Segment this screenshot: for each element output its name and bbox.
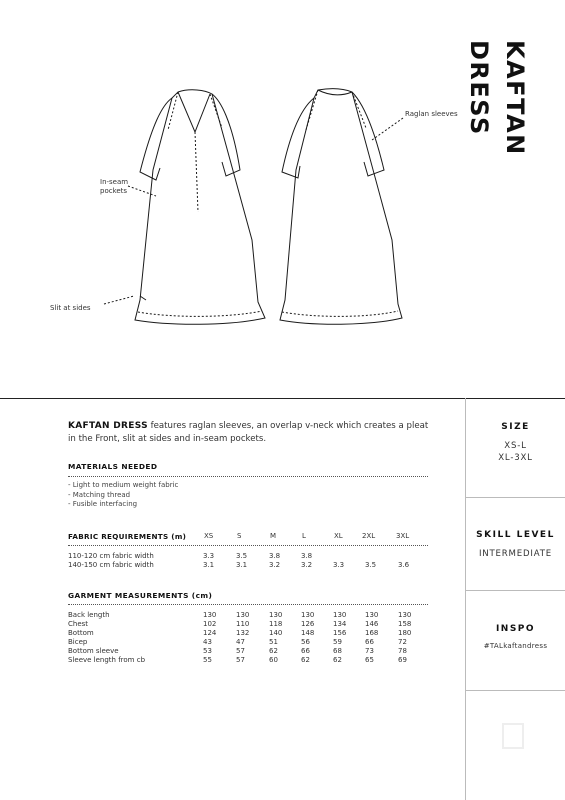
table-cell: 134 — [333, 620, 347, 628]
table-cell: 78 — [398, 647, 407, 655]
materials-item: - Matching thread — [68, 490, 131, 499]
table-cell: 68 — [333, 647, 342, 655]
table-cell: 3.5 — [236, 552, 248, 560]
table-cell: 62 — [333, 656, 342, 664]
table-cell: 57 — [236, 656, 245, 664]
table-cell: 65 — [365, 656, 374, 664]
table-cell: 3.3 — [333, 561, 345, 569]
sidebar-divider-3 — [466, 690, 565, 691]
skill-block — [466, 530, 565, 560]
fabric-divider — [68, 545, 428, 546]
table-cell — [398, 552, 428, 561]
table-cell: 140 — [269, 629, 283, 637]
row-label: Sleeve length from cb — [68, 656, 146, 664]
table-cell: 57 — [236, 647, 245, 655]
table-cell: 73 — [365, 647, 374, 655]
table-row — [68, 656, 428, 665]
materials-item: - Light to medium weight fabric — [68, 481, 179, 489]
table-cell — [365, 552, 398, 561]
size-header: 2XL — [362, 532, 376, 540]
intro-paragraph — [68, 420, 438, 446]
inspo-hashtag: #TALkaftandress — [483, 642, 548, 650]
table-cell: 55 — [203, 656, 212, 664]
table-cell: 130 — [365, 611, 379, 619]
table-cell: 47 — [236, 638, 245, 646]
table-cell: 146 — [365, 620, 379, 628]
table-cell: 3.3 — [203, 552, 215, 560]
table-cell: 59 — [333, 638, 342, 646]
size-header: L — [302, 532, 306, 540]
row-label: Bottom sleeve — [68, 647, 119, 655]
table-cell: 3.5 — [365, 561, 377, 569]
table-row — [68, 620, 428, 629]
table-cell: 3.8 — [269, 552, 281, 560]
table-cell: 118 — [269, 620, 283, 628]
sidebar-divider-2 — [466, 590, 565, 591]
table-cell: 3.8 — [301, 552, 313, 560]
materials-divider — [68, 476, 428, 477]
row-label: Bottom — [68, 629, 94, 637]
table-cell: 102 — [203, 620, 217, 628]
row-label: Back length — [68, 611, 110, 619]
row-label: Bicep — [68, 638, 88, 646]
table-cell: 130 — [203, 611, 217, 619]
materials-list — [68, 481, 178, 510]
table-cell: 168 — [365, 629, 379, 637]
inspo-title: INSPO — [495, 624, 536, 634]
table-cell: 130 — [269, 611, 283, 619]
skill-title: SKILL LEVEL — [476, 530, 555, 540]
table-cell: 130 — [301, 611, 315, 619]
size-header: XL — [334, 532, 343, 540]
table-cell: 132 — [236, 629, 250, 637]
materials-item: - Fusible interfacing — [68, 500, 138, 508]
materials-heading: MATERIALS NEEDED — [68, 462, 158, 471]
table-cell: 130 — [236, 611, 250, 619]
table-row — [68, 561, 428, 570]
size-header: S — [237, 532, 242, 540]
table-cell: 180 — [398, 629, 412, 637]
table-cell: 3.1 — [236, 561, 248, 569]
fabric-requirements-heading: FABRIC REQUIREMENTS (m) — [68, 532, 187, 541]
slit-leader-line — [104, 296, 134, 304]
table-cell: 3.1 — [203, 561, 215, 569]
front-view-dress — [135, 90, 265, 324]
technical-illustration — [0, 0, 565, 398]
table-cell: 156 — [333, 629, 347, 637]
table-row — [68, 638, 428, 647]
skill-value: INTERMEDIATE — [478, 549, 553, 559]
size-range-1: XS-L — [504, 441, 527, 451]
page-title: KAFTAN DRESS — [465, 40, 529, 156]
pockets-leader-line — [128, 186, 156, 196]
intro-text: features raglan sleeves, an overlap v-neck which creates a pleat in the Front, slit at sides and in-seam pockets. — [68, 421, 429, 444]
raglan-leader-line — [372, 118, 403, 140]
size-header: XS — [204, 532, 214, 540]
size-header: M — [270, 532, 277, 540]
table-cell: 53 — [203, 647, 212, 655]
pockets-callout-line2: pockets — [100, 187, 128, 195]
size-title: SIZE — [501, 422, 530, 432]
table-row — [68, 611, 428, 620]
table-row — [68, 647, 428, 656]
row-label: 110-120 cm fabric width — [68, 552, 154, 560]
table-cell: 51 — [269, 638, 278, 646]
fabric-requirements-table — [68, 552, 428, 570]
inspo-block — [466, 624, 565, 652]
table-cell: 43 — [203, 638, 212, 646]
row-label: Chest — [68, 620, 89, 628]
intro-product-name: KAFTAN DRESS — [68, 421, 148, 431]
size-header: 3XL — [396, 532, 410, 540]
table-cell: 130 — [398, 611, 412, 619]
table-cell: 3.2 — [301, 561, 313, 569]
table-cell: 124 — [203, 629, 217, 637]
table-cell: 3.6 — [398, 561, 410, 569]
table-cell: 110 — [236, 620, 250, 628]
table-cell: 66 — [365, 638, 374, 646]
table-cell: 69 — [398, 656, 407, 664]
table-cell — [333, 552, 365, 561]
table-cell: 66 — [301, 647, 310, 655]
table-cell: 3.2 — [269, 561, 281, 569]
table-cell: 62 — [301, 656, 310, 664]
brand-mark-icon — [495, 718, 531, 754]
garment-measurements-heading: GARMENT MEASUREMENTS (cm) — [68, 591, 213, 600]
section-divider — [0, 398, 565, 399]
garment-divider — [68, 604, 428, 605]
table-cell: 126 — [301, 620, 315, 628]
table-row — [68, 552, 428, 561]
table-cell: 62 — [269, 647, 278, 655]
table-cell: 158 — [398, 620, 412, 628]
sidebar-divider-1 — [466, 497, 565, 498]
table-cell: 130 — [333, 611, 347, 619]
table-cell: 56 — [301, 638, 310, 646]
table-cell: 148 — [301, 629, 315, 637]
back-view-dress — [280, 89, 402, 325]
table-cell: 60 — [269, 656, 278, 664]
size-range-2: XL-3XL — [498, 453, 533, 463]
row-label: 140-150 cm fabric width — [68, 561, 154, 569]
raglan-sleeves-callout: Raglan sleeves — [405, 110, 458, 118]
slit-callout: Slit at sides — [50, 304, 91, 312]
garment-measurements-table — [68, 611, 428, 665]
table-cell: 72 — [398, 638, 407, 646]
size-block — [466, 422, 565, 464]
pockets-callout-line1: In-seam — [100, 178, 129, 186]
table-row — [68, 629, 428, 638]
